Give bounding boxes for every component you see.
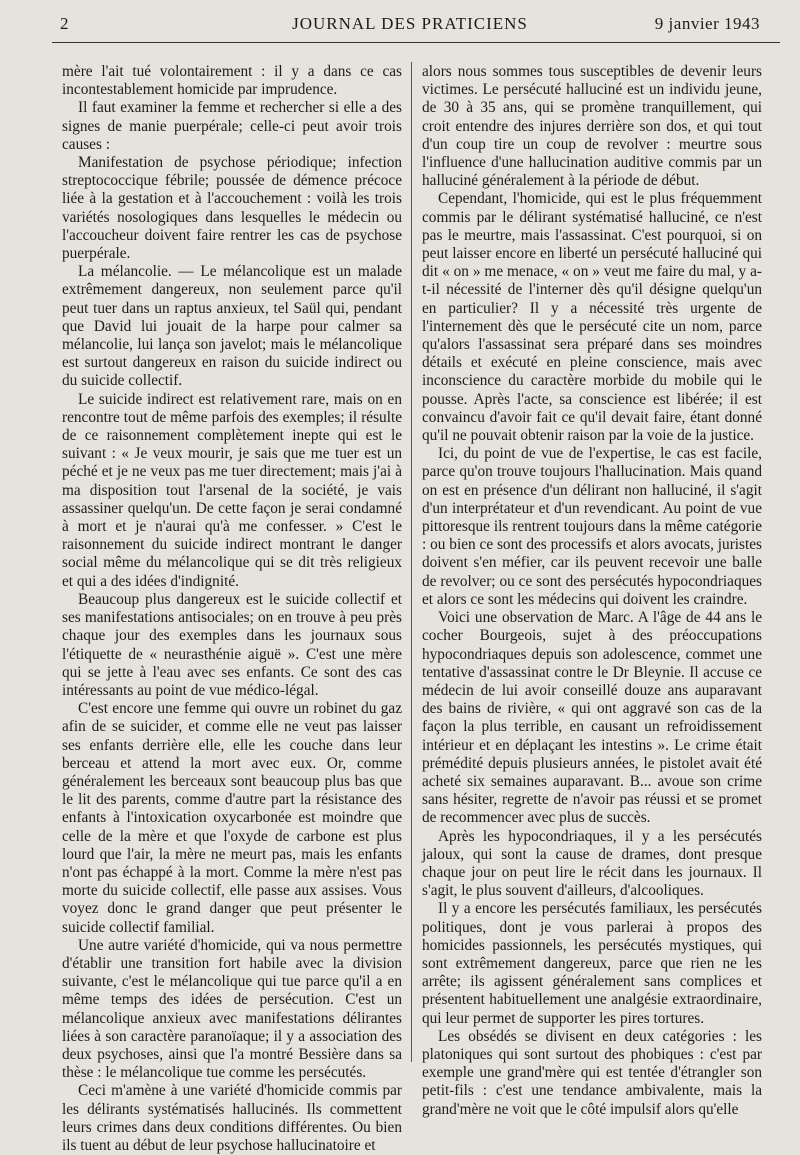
page-header [60, 14, 760, 42]
issue-date: 9 janvier 1943 [654, 14, 760, 33]
paragraph: Après les hypocondriaques, il y a les persécutés jaloux, qui sont la cause de drames, dont presque chaque jour on peut lire le récit dans les journaux. Il s'agit, le plus souvent d'ailleurs, d'alcooliques. [422, 827, 762, 900]
right-column [422, 63, 762, 1118]
paragraph: Voici une observation de Marc. A l'âge de 44 ans le cocher Bourgeois, sujet à des préoccupations hypocondriaques depuis son adolescence, commet une tentative d'assassinat contre le Dr Bleynie. Il accuse ce médecin de lui avoir conseillé douze ans auparavant des bains de rivière, « qui ont aggravé son cas de la façon la plus terrible, en causant un refroidissement intérieur et en déplaçant les intestins ». Le crime était prémédité depuis plusieurs années, le pistolet avait été acheté six semaines auparavant. B... avoue son crime sans hésiter, regrette de n'avoir pas réussi et se promet de recommencer avec plus de succès. [422, 609, 762, 827]
paragraph: Une autre variété d'homicide, qui va nous permettre d'établir une transition fort habile avec la division suivante, c'est le mélancolique qui tue parce qu'il a en même temps des idées de persécution. C'est un mélancolique anxieux avec manifestations délirantes liées à son caractère paranoïaque; il y a association des deux psychoses, ainsi que l'a montré Bessière dans sa thèse : le mélancolique tue comme les persécutés. [62, 936, 402, 1082]
left-column [62, 63, 402, 1154]
paragraph: Ceci m'amène à une variété d'homicide commis par les délirants systématisés hallucinés. Ils commettent leurs crimes dans deux conditions différentes. Ou bien ils tuent au début de leur psychose hallucinatoire et [62, 1082, 402, 1154]
paragraph: Beaucoup plus dangereux est le suicide collectif et ses manifestations antisociales; on en trouve à peu près chaque jour des exemples dans les journaux sous l'étiquette de « neurasthénie aiguë ». C'est une mère qui se jette à l'eau avec ses enfants. Ce sont des cas intéressants au point de vue médico-légal. [62, 590, 402, 699]
page-number: 2 [60, 14, 69, 33]
column-divider [411, 62, 412, 1062]
paragraph: Ici, du point de vue de l'expertise, le cas est facile, parce qu'on trouve toujours l'hallucination. Mais quand on est en présence d'un délirant non halluciné, il s'agit d'un interprétateur et d'un revendicant. Au point de vue pittoresque ils rentrent toujours dans la même catégorie : ou bien ce sont des processifs et alors avocats, juristes doivent s'en méfier, car ils peuvent recevoir une balle de revolver; ou ce sont des persécutés hypocondriaques et alors ce sont les médecins qui doivent les craindre. [422, 445, 762, 608]
paragraph: Le suicide indirect est relativement rare, mais on en rencontre tout de même parfois des exemples; il résulte de ce raisonnement complètement inepte qui est le suivant : « Je veux mourir, je sais que me tuer est un péché et je ne veux pas me tuer directement; mais j'ai à ma disposition tout l'arsenal de la société, je vais assassiner quelqu'un. De cette façon je serai condamné à mort et je n'aurai qu'à me confesser. » C'est le raisonnement du suicide indirect montrant le danger social même du mélancolique qui se dit très religieux et qui a des idées d'indignité. [62, 390, 402, 590]
paragraph: C'est encore une femme qui ouvre un robinet du gaz afin de se suicider, et comme elle ne veut pas laisser ses enfants derrière elle, elle les couche dans leur berceau et attend la mort avec eux. Or, comme généralement les berceaux sont beaucoup plus bas que le lit des parents, comme d'autre part la résistance des enfants à l'intoxication oxycarbonée est moindre que celle de la mère et que l'oxyde de carbone est plus lourd que l'air, la mère ne meurt pas, mais les enfants n'ont pas échappé à la mort. Comme la mère n'est pas morte du suicide collectif, elle passe aux assises. Vous voyez donc le grand danger que peut présenter le suicide collectif familial. [62, 700, 402, 936]
paragraph: Cependant, l'homicide, qui est le plus fréquemment commis par le délirant systématisé halluciné, ce n'est pas le meurtre, mais l'assassinat. C'est pourquoi, si on peut laisser encore en liberté un persécuté halluciné qui dit « on » me menace, « on » veut me faire du mal, y a-t-il nécessité de l'interner dès qu'il désigne quelqu'un en particulier? Il y a nécessité très urgente de l'internement dès que le persécuté cite un nom, parce qu'alors l'assassinat sera préparé dans ses moindres détails et exécuté en pleine conscience, mais avec inconscience du caractère morbide du mobile qui le pousse. Après l'acte, sa conscience est libérée; il est convaincu d'avoir fait ce qu'il devait faire, étant donné qu'il ne pouvait obtenir raison par la voie de la justice. [422, 190, 762, 445]
paragraph: Manifestation de psychose périodique; infection streptococcique fébrile; poussée de démence précoce liée à la gestation et à l'accouchement : voilà les trois variétés nosologiques dans lesquelles le médecin ou l'accoucheur doivent faire rentrer les cas de psychose puerpérale. [62, 154, 402, 263]
paragraph: alors nous sommes tous susceptibles de devenir leurs victimes. Le persécuté halluciné est un individu jeune, de 30 à 35 ans, qui se promène tranquillement, qui croit entendre des injures derrière son dos, et qui tout d'un coup tire un coup de revolver : meurtre sous l'influence d'une hallucination auditive commis par un halluciné généralement à la période de début. [422, 63, 762, 190]
journal-title: JOURNAL DES PRATICIENS [292, 14, 528, 33]
paragraph: Les obsédés se divisent en deux catégories : les platoniques qui sont surtout des phobiques : c'est par exemple une grand'mère qui est tentée d'étrangler son petit-fils : c'est une tendance ambivalente, mais la grand'mère ne voit que le côté impulsif alors qu'elle [422, 1027, 762, 1118]
paragraph: Il faut examiner la femme et rechercher si elle a des signes de manie puerpérale; celle-ci peut avoir trois causes : [62, 99, 402, 153]
paragraph: mère l'ait tué volontairement : il y a dans ce cas incontestablement homicide par imprudence. [62, 63, 402, 99]
header-rule [52, 42, 780, 43]
paragraph: La mélancolie. — Le mélancolique est un malade extrêmement dangereux, non seulement parce qu'il peut tuer dans un raptus anxieux, tel Saül qui, pendant que David lui jouait de la harpe pour calmer sa mélancolie, lui lança son javelot; mais le mélancolique est surtout dangereux en raison du suicide indirect ou du suicide collectif. [62, 263, 402, 390]
paragraph: Il y a encore les persécutés familiaux, les persécutés politiques, dont je vous parlerai à propos des homicides passionnels, les persécutés mystiques, qui sont extrêmement dangereux, parce que rien ne les arrête; ils agissent généralement sans complices et présentent habituellement une analgésie extraordinaire, qui leur permet de supporter les pires tortures. [422, 900, 762, 1027]
